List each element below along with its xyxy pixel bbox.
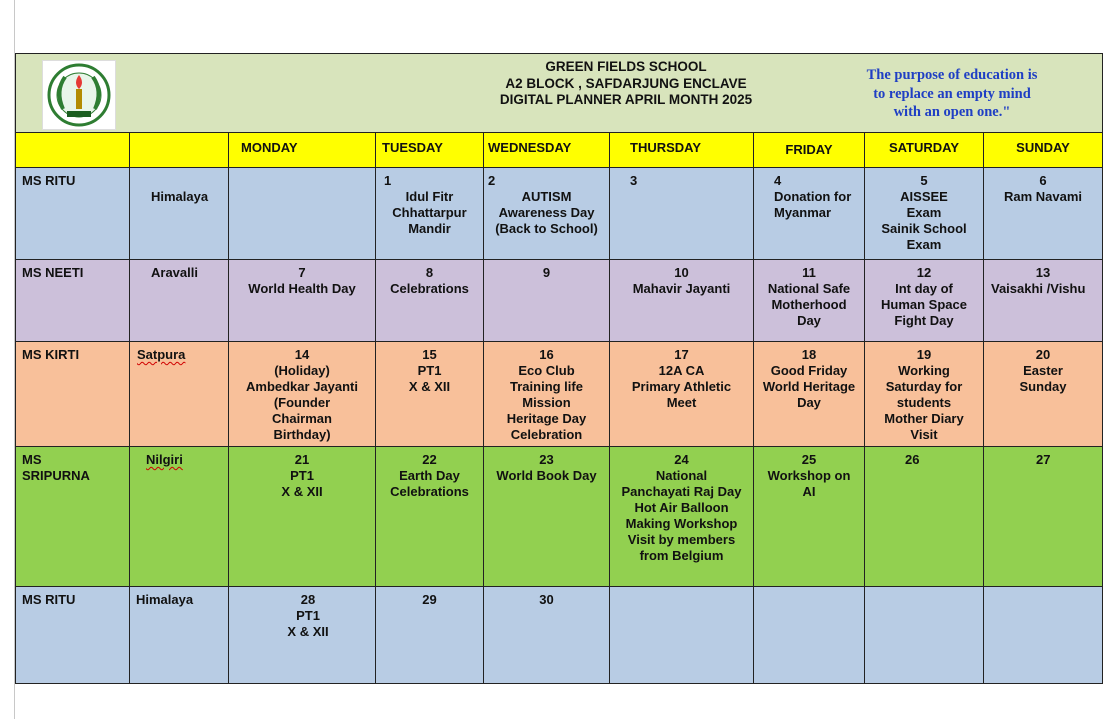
date-cell: 24 National Panchayati Raj Day Hot Air Balloon Making Workshop Visit by members from Belgium bbox=[610, 447, 754, 587]
date-cell: 9 bbox=[484, 260, 610, 342]
week-row bbox=[16, 447, 1103, 587]
header-banner bbox=[16, 54, 1102, 132]
day-header-wednesday: WEDNESDAY bbox=[484, 133, 610, 168]
week-row bbox=[16, 260, 1103, 342]
header-row bbox=[16, 54, 1103, 133]
date-cell: 19 Working Saturday for students Mother Diary Visit bbox=[865, 342, 984, 447]
planner-title: DIGITAL PLANNER APRIL MONTH 2025 bbox=[499, 92, 753, 107]
date-cell bbox=[610, 587, 754, 684]
quote-line: The purpose of education is bbox=[866, 67, 1038, 83]
date-cell bbox=[754, 587, 865, 684]
day-header-thursday: THURSDAY bbox=[610, 133, 754, 168]
date-cell: 29 bbox=[376, 587, 484, 684]
day-header-row bbox=[16, 133, 1103, 168]
week-row bbox=[16, 342, 1103, 447]
week-row bbox=[16, 168, 1103, 260]
date-cell: 23 World Book Day bbox=[484, 447, 610, 587]
teacher-col-header bbox=[16, 133, 130, 168]
date-cell: 22 Earth Day Celebrations bbox=[376, 447, 484, 587]
teacher-cell: MS KIRTI bbox=[16, 342, 130, 447]
date-cell: 6 Ram Navami bbox=[984, 168, 1103, 260]
date-cell: 15 PT1 X & XII bbox=[376, 342, 484, 447]
date-cell: 1 Idul Fitr Chhattarpur Mandir bbox=[376, 168, 484, 260]
school-logo-icon bbox=[43, 61, 115, 129]
house-col-header bbox=[130, 133, 229, 168]
week-row bbox=[16, 587, 1103, 684]
day-header-sunday: SUNDAY bbox=[984, 133, 1103, 168]
date-cell: 28 PT1 X & XII bbox=[229, 587, 376, 684]
day-header-friday: FRIDAY bbox=[754, 133, 865, 168]
school-address: A2 BLOCK , SAFDARJUNG ENCLAVE bbox=[505, 75, 747, 91]
planner-table bbox=[15, 53, 1103, 684]
house-cell: Himalaya bbox=[130, 587, 229, 684]
date-cell: 3 bbox=[610, 168, 754, 260]
date-cell: 26 bbox=[865, 447, 984, 587]
date-cell: 25 Workshop on AI bbox=[754, 447, 865, 587]
date-cell: 18 Good Friday World Heritage Day bbox=[754, 342, 865, 447]
education-quote bbox=[832, 66, 1072, 122]
date-cell: 5 AISSEE Exam Sainik School Exam bbox=[865, 168, 984, 260]
date-cell: 10 Mahavir Jayanti bbox=[610, 260, 754, 342]
teacher-cell: MS RITU bbox=[16, 587, 130, 684]
date-cell: 2 AUTISM Awareness Day (Back to School) bbox=[484, 168, 610, 260]
teacher-cell: MS NEETI bbox=[16, 260, 130, 342]
school-name: GREEN FIELDS SCHOOL bbox=[545, 59, 707, 74]
day-header-monday: MONDAY bbox=[229, 133, 376, 168]
date-cell: 27 bbox=[984, 447, 1103, 587]
teacher-cell: MS RITU bbox=[16, 168, 130, 260]
house-cell: Nilgiri bbox=[130, 447, 229, 587]
date-cell: 20 Easter Sunday bbox=[984, 342, 1103, 447]
quote-line: with an open one." bbox=[893, 104, 1011, 120]
day-header-saturday: SATURDAY bbox=[865, 133, 984, 168]
day-header-tuesday: TUESDAY bbox=[376, 133, 484, 168]
date-cell: 7 World Health Day bbox=[229, 260, 376, 342]
date-cell: 16 Eco Club Training life Mission Heritage Day Celebration bbox=[484, 342, 610, 447]
house-cell: Aravalli bbox=[130, 260, 229, 342]
house-cell: Satpura bbox=[130, 342, 229, 447]
date-cell: 8 Celebrations bbox=[376, 260, 484, 342]
date-cell: 12 Int day of Human Space Fight Day bbox=[865, 260, 984, 342]
teacher-cell: MS SRIPURNA bbox=[16, 447, 130, 587]
date-cell: 21 PT1 X & XII bbox=[229, 447, 376, 587]
date-cell: 17 12A CA Primary Athletic Meet bbox=[610, 342, 754, 447]
date-cell: 4 Donation for Myanmar bbox=[754, 168, 865, 260]
date-cell: 30 bbox=[484, 587, 610, 684]
house-cell: Himalaya bbox=[130, 168, 229, 260]
date-cell bbox=[229, 168, 376, 260]
date-cell bbox=[984, 587, 1103, 684]
date-cell: 14 (Holiday) Ambedkar Jayanti (Founder Chairman Birthday) bbox=[229, 342, 376, 447]
school-logo bbox=[42, 60, 116, 130]
school-info bbox=[376, 59, 876, 109]
date-cell: 13 Vaisakhi /Vishu bbox=[984, 260, 1103, 342]
date-cell: 11 National Safe Motherhood Day bbox=[754, 260, 865, 342]
quote-line: to replace an empty mind bbox=[873, 85, 1031, 102]
date-cell bbox=[865, 587, 984, 684]
